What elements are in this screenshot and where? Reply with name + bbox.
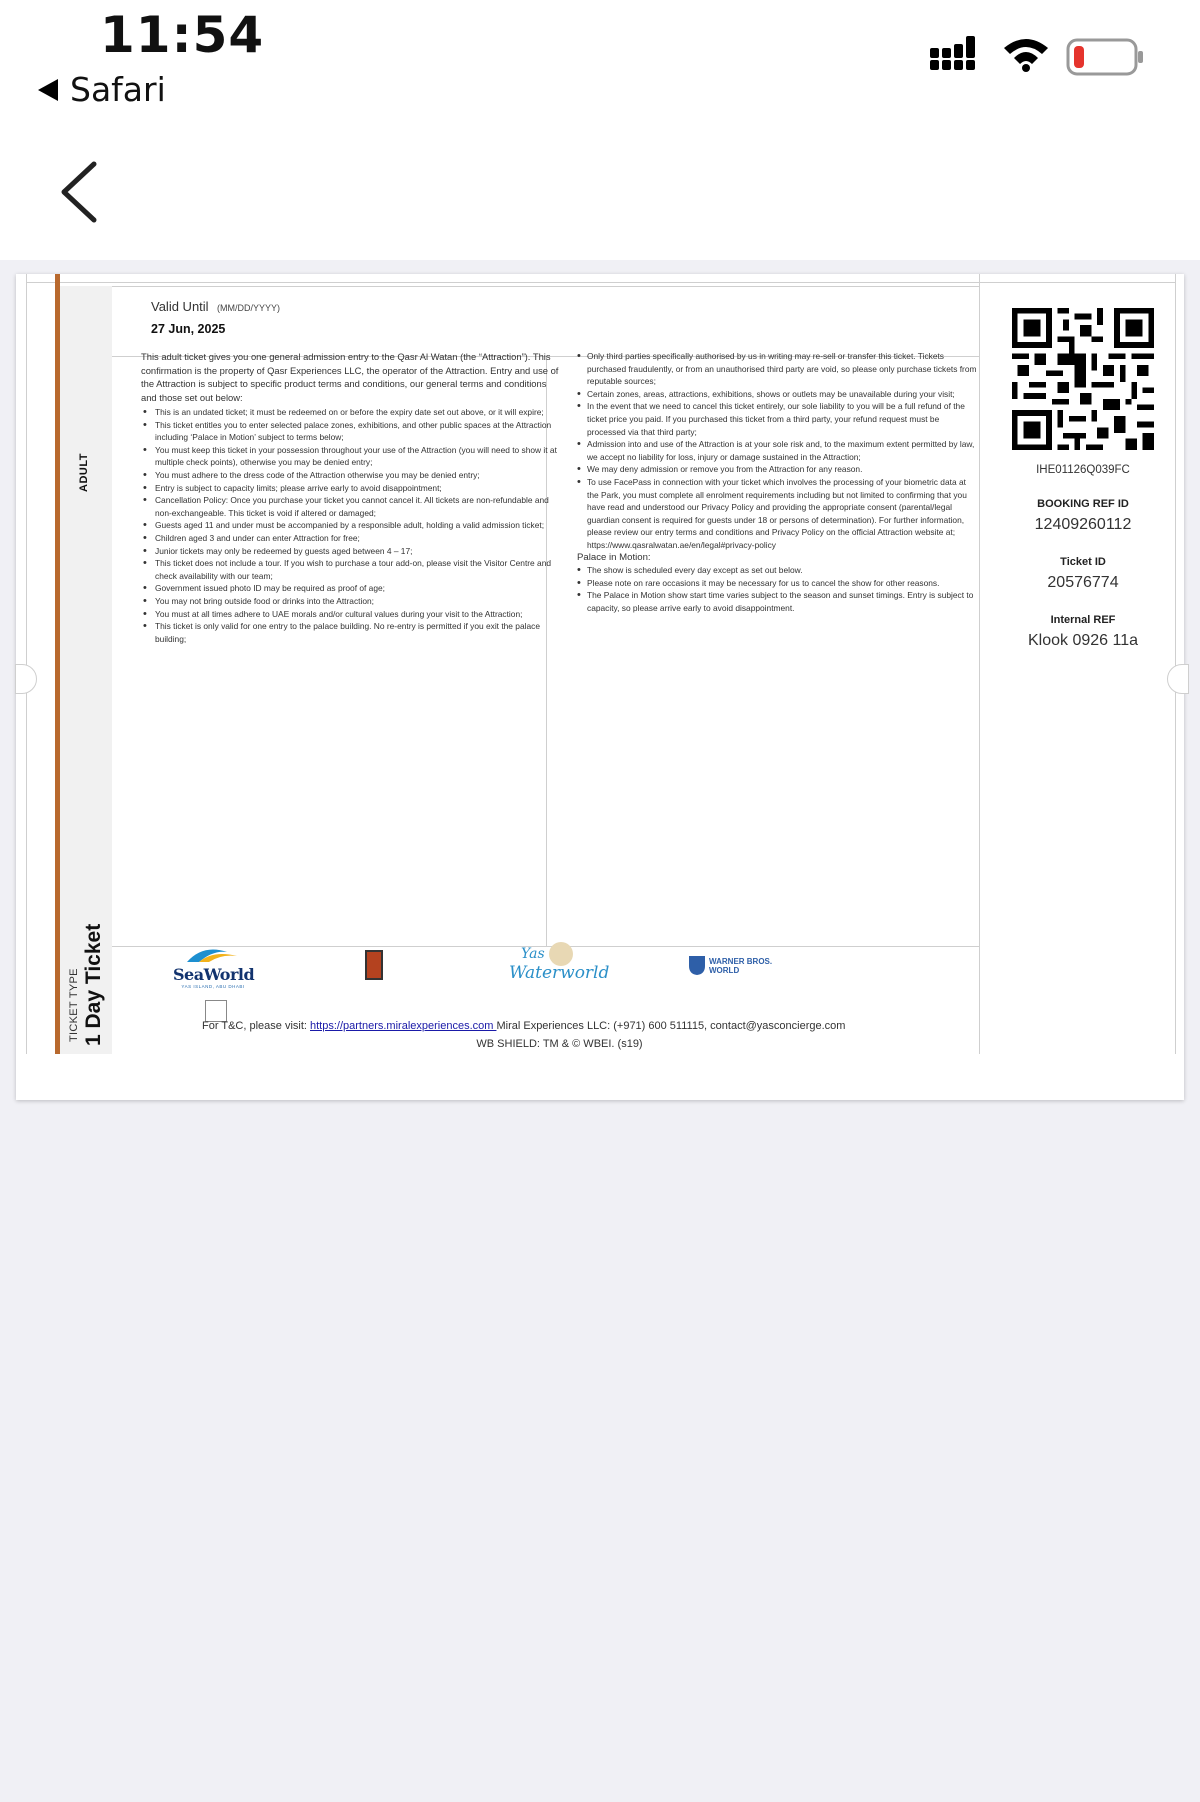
svg-text:WARNER BROS.: WARNER BROS. (709, 957, 773, 966)
status-time: 11:54 (100, 6, 265, 64)
footer-contact: Miral Experiences LLC: (+971) 600 511115, contact@yasconcierge.com (496, 1020, 846, 1032)
booking-ref-label: BOOKING REF ID (1037, 498, 1129, 510)
qr-code (1012, 308, 1154, 450)
internal-ref-label: Internal REF (1050, 614, 1116, 626)
terms-item: • Certain zones, areas, attractions, exhibitions, shows or outlets may be unavailable during your visit; (577, 388, 977, 401)
qr-code-text: IHE01126Q039FC (1036, 464, 1130, 476)
terms-item: • We may deny admission or remove you from the Attraction for any reason. (577, 463, 977, 476)
terms-item: • Cancellation Policy: Once you purchase your ticket you cannot cancel it. All tickets are non-refundable and non-exchangeable. This ticket is void if altered or damaged; (141, 494, 559, 519)
svg-text:WORLD: WORLD (709, 966, 740, 975)
ticket-id-label: Ticket ID (1060, 556, 1106, 568)
terms-item: • This ticket does not include a tour. If you wish to purchase a tour add-on, please visit the Visitor Centre and check availability with our team; (141, 557, 559, 582)
terms-item: • Junior tickets may only be redeemed by guests aged between 4 – 17; (141, 545, 559, 558)
terms-item: • You must adhere to the dress code of the Attraction otherwise you may be denied entry; (141, 469, 559, 482)
terms-item: • Admission into and use of the Attraction is at your sole risk and, to the maximum extent permitted by law, we accept no liability for loss, injury or damage sustained in the Attraction; (577, 438, 977, 463)
ticket-type: 1 Day Ticket (82, 923, 105, 1046)
terms-item: • You must keep this ticket in your possession throughout your use of the Attraction (you will need to show it at multiple check points), otherwise you may be denied entry; (141, 444, 559, 469)
terms-item: • Please note on rare occasions it may be necessary for us to cancel the show for other reasons. (577, 577, 977, 590)
yas-waterworld-logo (507, 940, 610, 986)
top-bar (0, 0, 1200, 260)
svg-text:Waterworld: Waterworld (509, 963, 610, 983)
footer-trademark: WB SHIELD: TM & © WBEI. (s19) (476, 1038, 643, 1050)
palace-in-motion-heading: Palace in Motion: (577, 551, 651, 563)
terms-item: • To use FacePass in connection with your ticket which involves the processing of your biometric data at the Park, you must complete all enrolment requirements including but not limited to confirming that you have read and understood our Privacy Policy and providing the appropriate consent (parental/legal guardian consent is required for guests under 18 or persons of determination). For further information, please review our entry terms and conditions and Privacy Policy on the official Attraction website at; https://www.qasralwatan.ae/en/legal#privacy-policy (577, 476, 977, 552)
ticket-card (26, 274, 1176, 1054)
valid-until (151, 298, 280, 336)
terms-right (577, 350, 977, 614)
wifi-icon (1000, 34, 1052, 74)
terms-left (141, 350, 559, 645)
ticket-notch-right (1167, 664, 1189, 694)
chevron-left-icon[interactable] (56, 160, 100, 224)
footer-prefix: For T&C, please visit: (202, 1020, 310, 1032)
terms-item: • Entry is subject to capacity limits; please arrive early to avoid disappointment; (141, 482, 559, 495)
terms-item: • The show is scheduled every day except as set out below. (577, 564, 977, 577)
valid-until-date: 27 Jun, 2025 (151, 322, 226, 336)
valid-until-format: (MM/DD/YYYY) (217, 303, 281, 313)
terms-item: • You must at all times adhere to UAE morals and/or cultural values during your visit to the Attraction; (141, 608, 559, 621)
booking-ref-value: 12409260112 (1034, 516, 1132, 533)
ticket-id-value: 20576774 (1047, 574, 1119, 591)
ticket-info-column (989, 308, 1177, 650)
terms-item: • Guests aged 11 and under must be accompanied by a responsible adult, holding a valid admission ticket; (141, 519, 559, 532)
terms-item: • This ticket entitles you to enter selected palace zones, exhibitions, and other public spaces at the Attraction including ‘Palace in Motion’ subject to terms below; (141, 419, 559, 444)
terms-checkbox[interactable] (205, 1000, 227, 1022)
valid-until-label: Valid Until (151, 299, 209, 314)
terms-item: • Children aged 3 and under can enter Attraction for free; (141, 532, 559, 545)
passenger-type: ADULT (78, 453, 90, 492)
terms-item: • Government issued photo ID may be required as proof of age; (141, 582, 559, 595)
terms-item: • The Palace in Motion show start time varies subject to the season and sunset timings. Entry is subject to capacity, so please arrive early to avoid disappointment. (577, 589, 977, 614)
back-to-safari-button[interactable] (38, 70, 166, 109)
terms-item: • You may not bring outside food or drinks into the Attraction; (141, 595, 559, 608)
ticket-notch-left (15, 664, 37, 694)
ticket-document (16, 274, 1184, 1100)
seaworld-wave-icon (183, 946, 243, 964)
battery-icon (1066, 38, 1146, 78)
cellular-signal-icon (928, 34, 984, 74)
back-app-label: Safari (70, 70, 166, 109)
right-column-divider (979, 274, 980, 1054)
ticket-type-label: TICKET TYPE (68, 968, 80, 1042)
terms-intro: This adult ticket gives you one general admission entry to the Qasr Al Watan (the “Attraction”). This confirmation is the property of Qasr Experiences LLC, the operator of the Attraction. Entry and use of the Attraction is subject to specific product terms and conditions, our general terms and conditions and those set out below: (141, 351, 559, 403)
back-triangle-icon (38, 79, 58, 101)
ticket-type-column (60, 286, 112, 1054)
terms-item: • In the event that we need to cancel this ticket entirely, our sole liability to you will be a full refund of the ticket price you paid. If you purchased this ticket from a third party, your refund request must be processed via that third party; (577, 400, 977, 438)
terms-item: • This is an undated ticket; it must be redeemed on or before the expiry date set out above, or it will expire; (141, 406, 559, 419)
terms-item: • This ticket is only valid for one entry to the palace building. No re-entry is permitted if you exit the palace building; (141, 620, 559, 645)
qasr-al-watan-logo (365, 950, 383, 980)
warner-bros-logo (687, 954, 783, 976)
divider (112, 286, 979, 287)
seaworld-logo: SeaWorld YAS ISLAND, ABU DHABI (173, 946, 253, 989)
internal-ref-value: Klook 0926 11a (1027, 632, 1138, 649)
svg-text:Yas: Yas (521, 946, 545, 962)
terms-item: • Only third parties specifically authorised by us in writing may re-sell or transfer this ticket. Tickets purchased fraudulently, or from an unauthorised third party are void, so please only purchase tickets from reputable sources; (577, 350, 977, 388)
terms-link[interactable]: https://partners.miralexperiences.com (310, 1020, 497, 1032)
